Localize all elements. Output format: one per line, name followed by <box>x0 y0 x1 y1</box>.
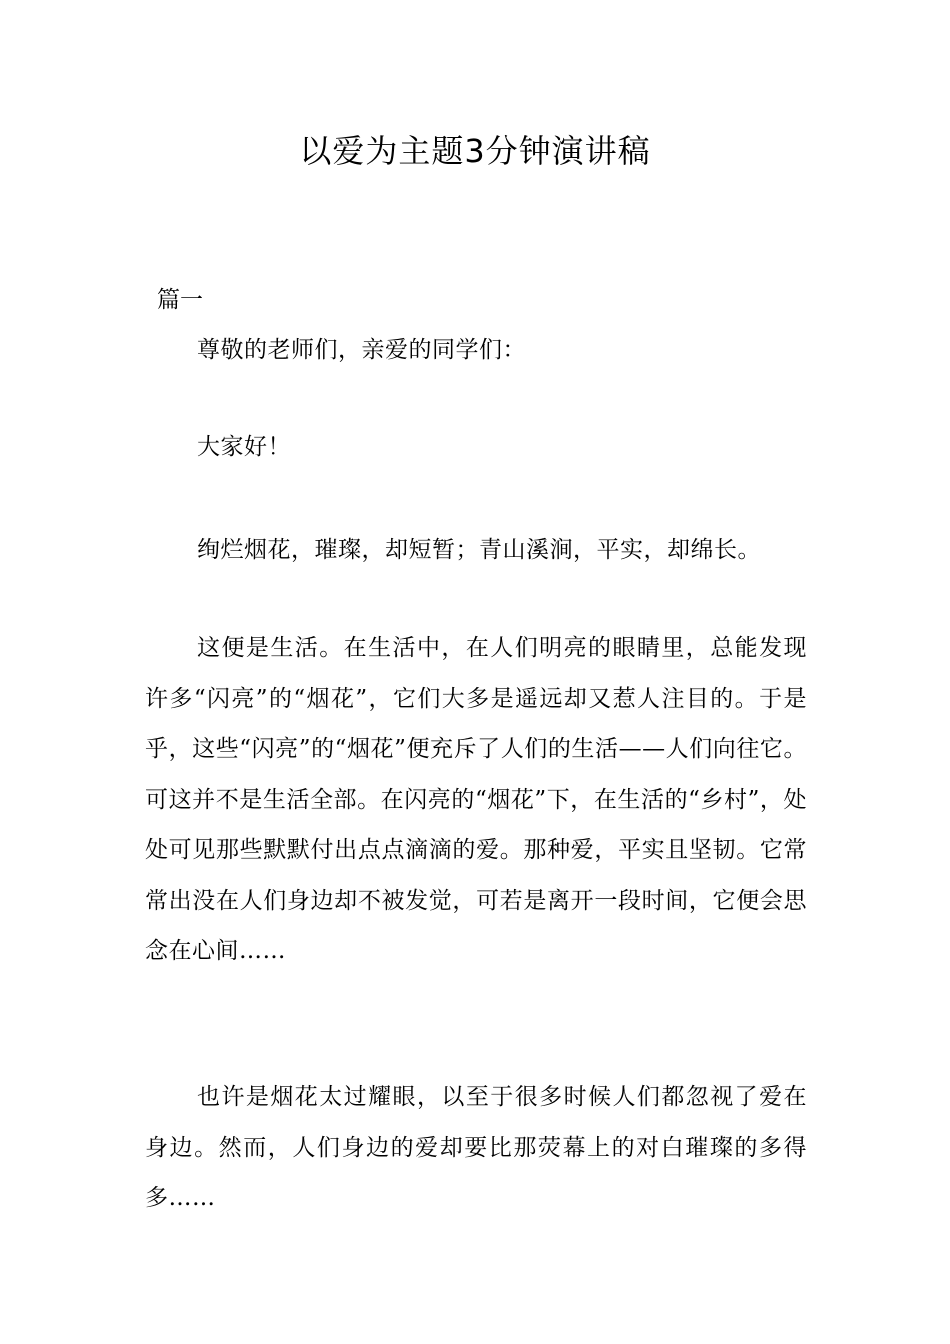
hello-paragraph: 大家好！ <box>197 434 291 460</box>
body-paragraph-2: 这便是生活。在生活中，在人们明亮的眼睛里，总能发现许多“闪亮”的“烟花”，它们大多是遥远却又惹人注目的。于是乎，这些“闪亮”的“烟花”便充斥了人们的生活——人们向往它。可这并不是生活全部。在闪亮的“烟花”下，在生活的“乡村”，处处可见那些默默付出点点滴滴的爱。那种爱，平实且坚韧。它常常出没在人们身边却不被发觉，可若是离开一段时间，它便会思念在心间…… <box>145 635 807 964</box>
body-paragraph-3: 也许是烟花太过耀眼，以至于很多时候人们都忽视了爱在身边。然而，人们身边的爱却要比那荧幕上的对白璀璨的多得多…… <box>145 1084 807 1211</box>
greeting-paragraph: 尊敬的老师们，亲爱的同学们： <box>197 337 526 363</box>
document-title: 以爱为主题3分钟演讲稿 <box>299 132 651 170</box>
section-label: 篇一 <box>157 287 203 313</box>
body-paragraph-1: 绚烂烟花，璀璨，却短暂；青山溪涧，平实，却绵长。 <box>197 537 761 563</box>
